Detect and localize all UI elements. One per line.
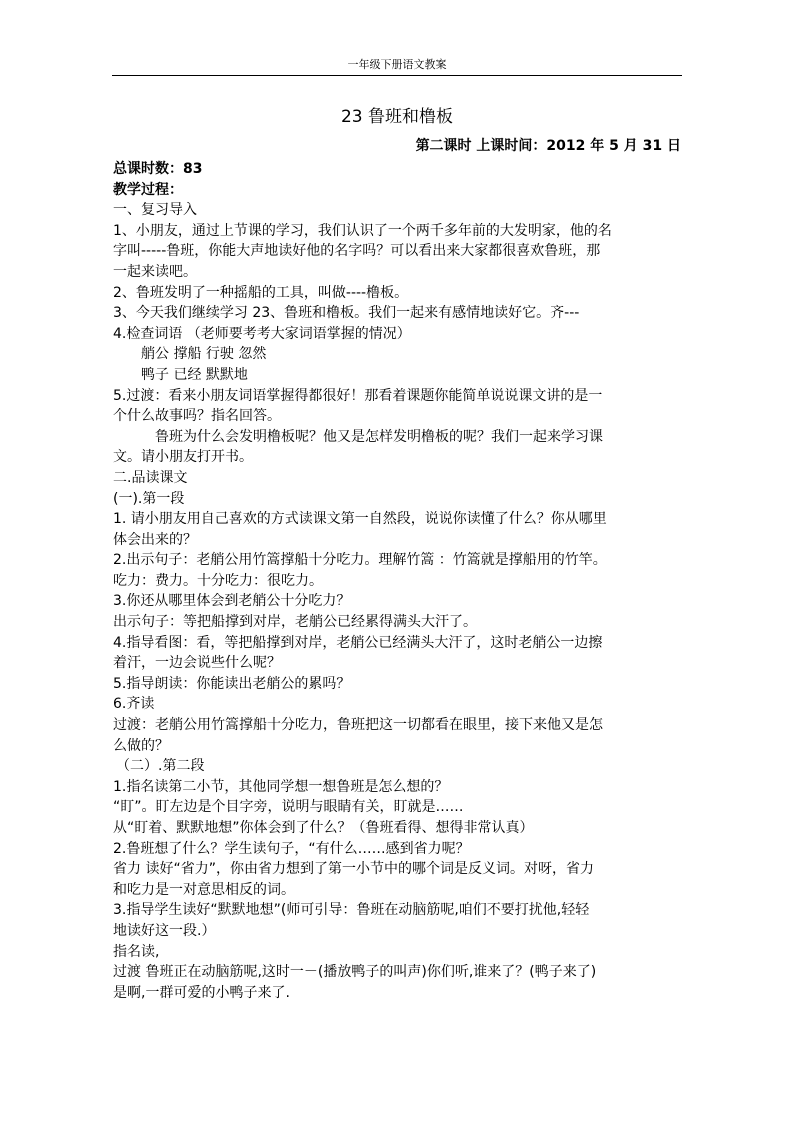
session-info: 第二课时 上课时间：2012 年 5 月 31 日 — [415, 138, 681, 154]
text-line: 2.出示句子：老艄公用竹篙撑船十分吃力。理解竹篙 ：竹篙就是撑船用的竹竿。 — [113, 552, 607, 569]
text-line: 着汗，一边会说些什么呢？ — [113, 655, 281, 672]
text-line: 5.指导朗读：你能读出老艄公的累吗？ — [113, 675, 351, 692]
text-line: 1.指名读第二小节，其他同学想一想鲁班是怎么想的？ — [113, 778, 449, 795]
text-line: 地读好这一段.） — [113, 922, 216, 939]
text-line: 从“盯着、默默地想”你体会到了什么？（鲁班看得、想得非常认真） — [113, 820, 534, 836]
text-line: 3、今天我们继续学习 23、鲁班和橹板。我们一起来有感情地读好它。齐--- — [113, 305, 580, 322]
text-line: 文。请小朋友打开书。 — [113, 449, 253, 466]
text-line: 个什么故事吗？指名回答。 — [113, 408, 281, 425]
page-header: 一年级下册语文教案 — [347, 58, 447, 71]
text-line: 2.鲁班想了什么？学生读句子，“有什么……感到省力呢？ — [113, 840, 470, 857]
text-line: 和吃力是一对意思相反的词。 — [113, 881, 295, 898]
text-line: 是啊,一群可爱的小鸭子来了. — [113, 984, 290, 1001]
text-line: 一、复习导入 — [113, 202, 197, 219]
text-line: “盯”。盯左边是个目字旁，说明与眼睛有关，盯就是…… — [113, 799, 464, 816]
text-line: 教学过程： — [113, 181, 183, 198]
text-line: 2、鲁班发明了一种摇船的工具，叫做----橹板。 — [113, 284, 409, 301]
text-line: 出示句子：等把船撑到对岸，老艄公已经累得满头大汗了。 — [113, 614, 477, 631]
text-line: 么做的？ — [113, 737, 169, 754]
text-line: 鲁班为什么会发明橹板呢？他又是怎样发明橹板的呢？我们一起来学习课 — [155, 428, 603, 445]
text-line: 4.检查词语 （老师要考考大家词语掌握的情况） — [113, 325, 411, 342]
text-line: 1、小朋友，通过上节课的学习，我们认识了一个两千多年前的大发明家，他的名 — [113, 222, 612, 239]
text-line: 指名读, — [113, 943, 160, 960]
text-line: 1. 请小朋友用自己喜欢的方式读课文第一自然段，说说你读懂了什么？你从哪里 — [113, 511, 607, 528]
text-line: 艄公 撑船 行驶 忽然 — [141, 346, 267, 363]
text-line: 吃力：费力。十分吃力：很吃力。 — [113, 572, 323, 589]
text-line: 体会出来的？ — [113, 531, 197, 548]
lesson-title: 23 鲁班和橹板 — [340, 107, 454, 127]
text-line: 总课时数：83 — [113, 161, 203, 177]
text-line: 省力 读好“省力”，你由省力想到了第一小节中的哪个词是反义词。对呀，省力 — [113, 861, 594, 878]
text-line: 4.指导看图：看，等把船撑到对岸，老艄公已经满头大汗了，这时老艄公一边擦 — [113, 634, 603, 651]
text-line: 3.你还从哪里体会到老艄公十分吃力？ — [113, 593, 351, 610]
text-line: 6.齐读 — [113, 696, 155, 713]
lesson-body — [113, 159, 683, 1003]
text-line: 过渡：老艄公用竹篙撑船十分吃力，鲁班把这一切都看在眼里，接下来他又是怎 — [113, 717, 603, 734]
text-line: 二.品读课文 — [113, 469, 188, 486]
text-line: 5.过渡：看来小朋友词语掌握得都很好！那看着课题你能简单说说课文讲的是一 — [113, 387, 603, 404]
text-line: 3.指导学生读好“默默地想”(师可引导：鲁班在动脑筋呢,咱们不要打扰他,轻轻 — [113, 902, 590, 919]
text-line: 字叫-----鲁班，你能大声地读好他的名字吗？可以看出来大家都很喜欢鲁班，那 — [113, 243, 601, 260]
text-line: (一).第一段 — [113, 490, 185, 507]
text-line: （二）.第二段 — [116, 758, 205, 775]
text-line: 过渡 鲁班正在动脑筋呢,这时一－(播放鸭子的叫声)你们听,谁来了？(鸭子来了) — [113, 964, 597, 981]
header-divider — [112, 75, 682, 76]
text-line: 一起来读吧。 — [113, 263, 197, 280]
text-line: 鸭子 已经 默默地 — [141, 366, 248, 383]
